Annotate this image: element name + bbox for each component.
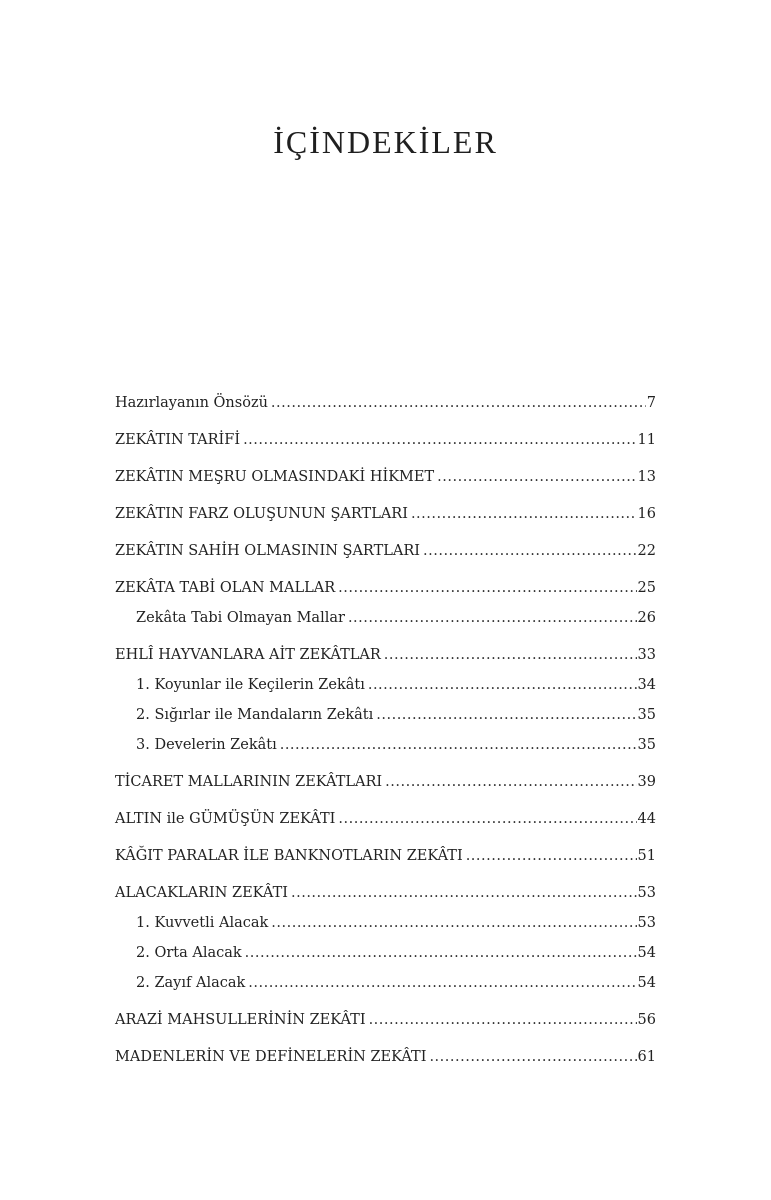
toc-entry-label: ALACAKLARIN ZEKÂTI <box>115 885 288 901</box>
toc-subentry[interactable] <box>115 603 656 633</box>
toc-page-number: 54 <box>637 945 656 961</box>
toc-subentry[interactable] <box>115 700 656 730</box>
toc-entry[interactable] <box>115 640 656 670</box>
toc-page-number: 34 <box>637 677 656 693</box>
toc-subentry[interactable] <box>115 670 656 700</box>
toc-entry-label: 2. Zayıf Alacak <box>136 975 246 991</box>
toc-page-number: 25 <box>637 580 656 596</box>
toc-page-number: 54 <box>637 975 656 991</box>
toc-entry-label: KÂĞIT PARALAR İLE BANKNOTLARIN ZEKÂTI <box>115 848 463 864</box>
toc-page-number: 7 <box>646 395 656 411</box>
toc-entry[interactable] <box>115 425 656 455</box>
toc-entry[interactable] <box>115 499 656 529</box>
toc-entry-label: 2. Sığırlar ile Mandaların Zekâtı <box>136 707 374 723</box>
toc-subentry[interactable] <box>115 908 656 938</box>
toc-entry[interactable] <box>115 388 656 418</box>
toc-dot-leader <box>280 730 637 760</box>
toc-dot-leader <box>384 640 637 670</box>
toc-dot-leader <box>243 425 636 455</box>
toc-page-number: 53 <box>637 885 656 901</box>
toc-page-number: 51 <box>637 848 656 864</box>
toc-page-number: 56 <box>637 1012 656 1028</box>
toc-entry-label: Hazırlayanın Önsözü <box>115 395 268 411</box>
toc-entry-label: EHLÎ HAYVANLARA AİT ZEKÂTLAR <box>115 647 381 663</box>
toc-dot-leader <box>368 670 637 700</box>
toc-page-number: 44 <box>637 811 656 827</box>
toc-entry-label: ZEKÂTA TABİ OLAN MALLAR <box>115 580 336 596</box>
toc-entry-label: ALTIN ile GÜMÜŞÜN ZEKÂTI <box>115 811 336 827</box>
toc-dot-leader <box>291 878 637 908</box>
toc-dot-leader <box>348 603 637 633</box>
toc-page-number: 39 <box>637 774 656 790</box>
toc-subentry[interactable] <box>115 938 656 968</box>
toc-entry-label: ZEKÂTIN FARZ OLUŞUNUN ŞARTLARI <box>115 506 408 522</box>
toc-dot-leader <box>271 908 636 938</box>
toc-entry[interactable] <box>115 536 656 566</box>
toc-dot-leader <box>271 388 646 418</box>
toc-entry[interactable] <box>115 1042 656 1072</box>
toc-entry-label: MADENLERİN VE DEFİNELERİN ZEKÂTI <box>115 1049 427 1065</box>
toc-dot-leader <box>466 841 637 871</box>
toc-dot-leader <box>423 536 637 566</box>
toc-entry-label: ZEKÂTIN TARİFİ <box>115 432 241 448</box>
toc-entry[interactable] <box>115 573 656 603</box>
toc-entry-label: ARAZİ MAHSULLERİNİN ZEKÂTI <box>115 1012 366 1028</box>
toc-dot-leader <box>385 767 636 797</box>
toc-entry[interactable] <box>115 462 656 492</box>
page-title: İÇİNDEKİLER <box>273 124 498 160</box>
toc-page-number: 26 <box>637 610 656 626</box>
toc-page-number: 35 <box>637 737 656 753</box>
toc-entry[interactable] <box>115 878 656 908</box>
toc-page-number: 13 <box>637 469 656 485</box>
toc-entry-label: TİCARET MALLARININ ZEKÂTLARI <box>115 774 383 790</box>
toc-entry-label: ZEKÂTIN SAHİH OLMASININ ŞARTLARI <box>115 543 421 559</box>
toc-entry-label: 1. Kuvvetli Alacak <box>136 915 269 931</box>
toc-subentry[interactable] <box>115 730 656 760</box>
table-of-contents <box>115 388 656 1072</box>
toc-entry-label: 2. Orta Alacak <box>136 945 242 961</box>
toc-entry[interactable] <box>115 1005 656 1035</box>
toc-page-number: 61 <box>637 1049 656 1065</box>
toc-page-number: 16 <box>637 506 656 522</box>
toc-page-number: 11 <box>637 432 656 448</box>
toc-page-number: 53 <box>637 915 656 931</box>
toc-dot-leader <box>411 499 637 529</box>
toc-dot-leader <box>429 1042 636 1072</box>
toc-dot-leader <box>338 804 636 834</box>
toc-dot-leader <box>376 700 636 730</box>
toc-entry-label: Zekâta Tabi Olmayan Mallar <box>136 610 345 626</box>
toc-entry-label: 3. Develerin Zekâtı <box>136 737 277 753</box>
toc-page-number: 22 <box>637 543 656 559</box>
toc-entry-label: 1. Koyunlar ile Keçilerin Zekâtı <box>136 677 365 693</box>
toc-dot-leader <box>248 968 636 998</box>
toc-entry[interactable] <box>115 804 656 834</box>
toc-dot-leader <box>369 1005 637 1035</box>
toc-dot-leader <box>245 938 637 968</box>
toc-dot-leader <box>437 462 636 492</box>
toc-dot-leader <box>338 573 636 603</box>
toc-entry-label: ZEKÂTIN MEŞRU OLMASINDAKİ HİKMET <box>115 469 435 485</box>
toc-page-number: 35 <box>637 707 656 723</box>
toc-page-number: 33 <box>637 647 656 663</box>
toc-entry[interactable] <box>115 767 656 797</box>
toc-subentry[interactable] <box>115 968 656 998</box>
toc-entry[interactable] <box>115 841 656 871</box>
